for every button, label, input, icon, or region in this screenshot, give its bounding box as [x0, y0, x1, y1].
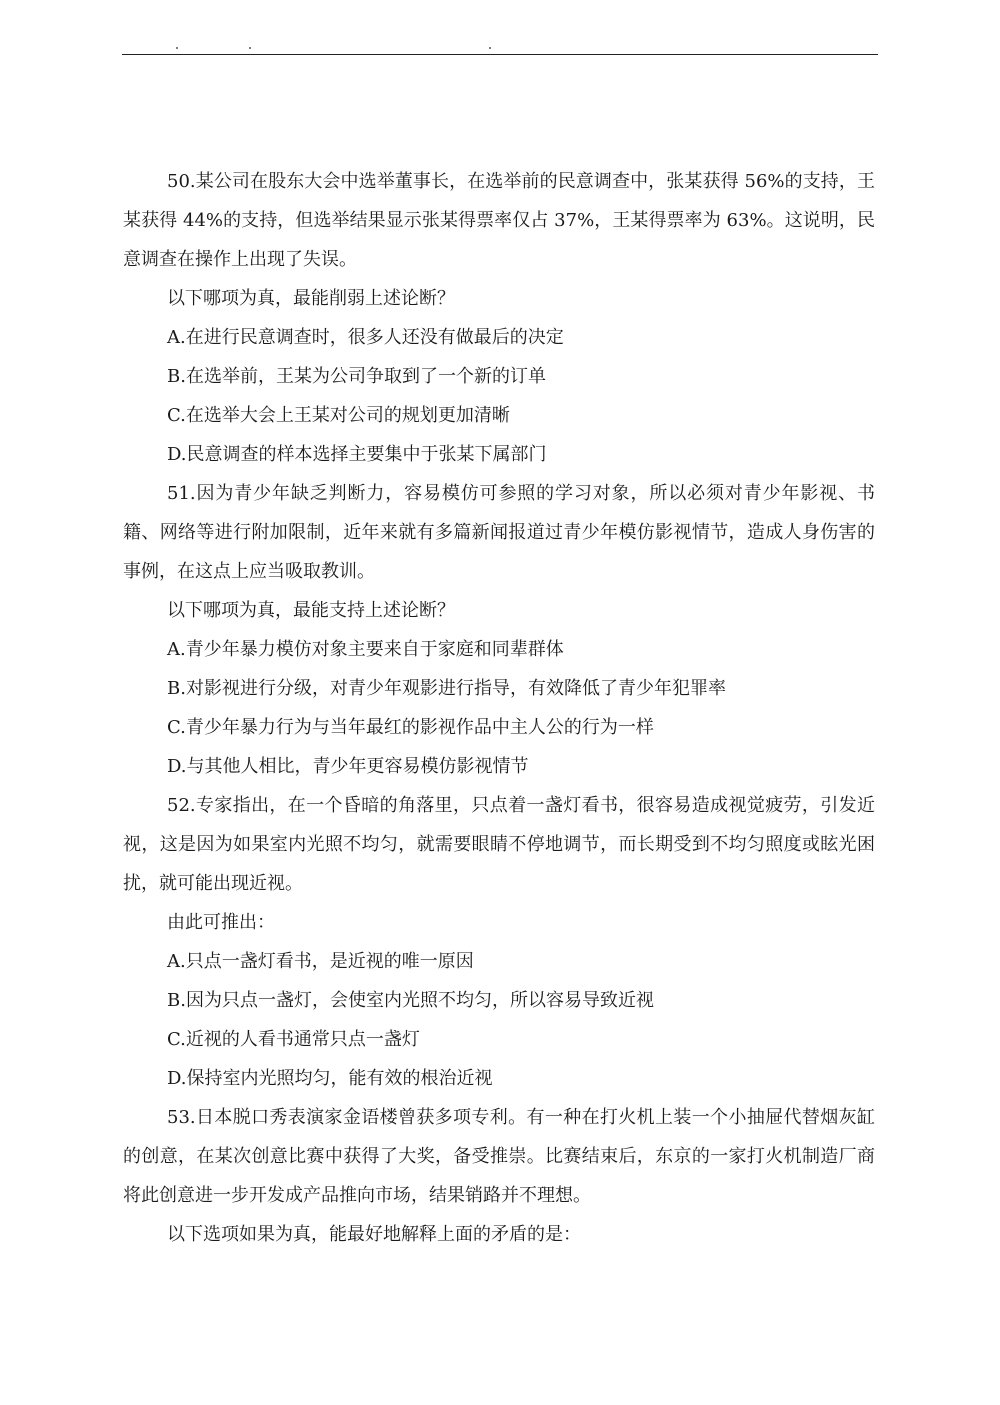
- question-51-option-c: C.青少年暴力行为与当年最红的影视作品中主人公的行为一样: [167, 717, 654, 738]
- question-53-stem: 53.日本脱口秀表演家金语楼曾获多项专利。有一种在打火机上装一个小抽屉代替烟灰缸的创意，在某次创意比赛中获得了大奖，备受推崇。比赛结束后，东京的一家打火机制造厂商将此创意进一步开发成产品推向市场，结果销路并不理想。: [123, 1107, 875, 1206]
- question-50-prompt: 以下哪项为真，最能削弱上述论断？: [167, 288, 455, 309]
- header-mark: [489, 47, 491, 49]
- question-50-option-b: B.在选举前，王某为公司争取到了一个新的订单: [167, 366, 546, 387]
- question-51-option-a: A.青少年暴力模仿对象主要来自于家庭和同辈群体: [167, 639, 564, 660]
- question-52-option-c: C.近视的人看书通常只点一盏灯: [167, 1029, 420, 1050]
- question-52-option-b: B.因为只点一盏灯，会使室内光照不均匀，所以容易导致近视: [167, 990, 654, 1011]
- question-53-prompt: 以下选项如果为真，能最好地解释上面的矛盾的是：: [167, 1224, 581, 1245]
- question-51-option-d: D.与其他人相比，青少年更容易模仿影视情节: [167, 756, 529, 777]
- question-50-option-d: D.民意调查的样本选择主要集中于张某下属部门: [167, 444, 547, 465]
- question-51-option-b: B.对影视进行分级，对青少年观影进行指导，有效降低了青少年犯罪率: [167, 678, 726, 699]
- header-mark: [176, 47, 178, 49]
- question-body: [123, 162, 875, 1254]
- question-50-stem: 50.某公司在股东大会中选举董事长，在选举前的民意调查中，张某获得 56%的支持，王某获得 44%的支持，但选举结果显示张某得票率仅占 37%，王某得票率为 63%。这说明，民意调查在操作上出现了失误。: [123, 171, 875, 270]
- question-52-option-a: A.只点一盏灯看书，是近视的唯一原因: [167, 951, 474, 972]
- question-52-option-d: D.保持室内光照均匀，能有效的根治近视: [167, 1068, 493, 1089]
- question-50-option-c: C.在选举大会上王某对公司的规划更加清晰: [167, 405, 510, 426]
- question-52-stem: 52.专家指出，在一个昏暗的角落里，只点着一盏灯看书，很容易造成视觉疲劳，引发近视，这是因为如果室内光照不均匀，就需要眼睛不停地调节，而长期受到不均匀照度或眩光困扰，就可能出现近视。: [123, 795, 875, 894]
- question-51-stem: 51.因为青少年缺乏判断力，容易模仿可参照的学习对象，所以必须对青少年影视、书籍、网络等进行附加限制，近年来就有多篇新闻报道过青少年模仿影视情节，造成人身伤害的事例，在这点上应当吸取教训。: [123, 483, 875, 582]
- header-rule: [122, 54, 878, 55]
- question-52-prompt: 由此可推出：: [167, 912, 275, 933]
- header-mark: [249, 47, 251, 49]
- question-50-option-a: A.在进行民意调查时，很多人还没有做最后的决定: [167, 327, 564, 348]
- question-51-prompt: 以下哪项为真，最能支持上述论断？: [167, 600, 455, 621]
